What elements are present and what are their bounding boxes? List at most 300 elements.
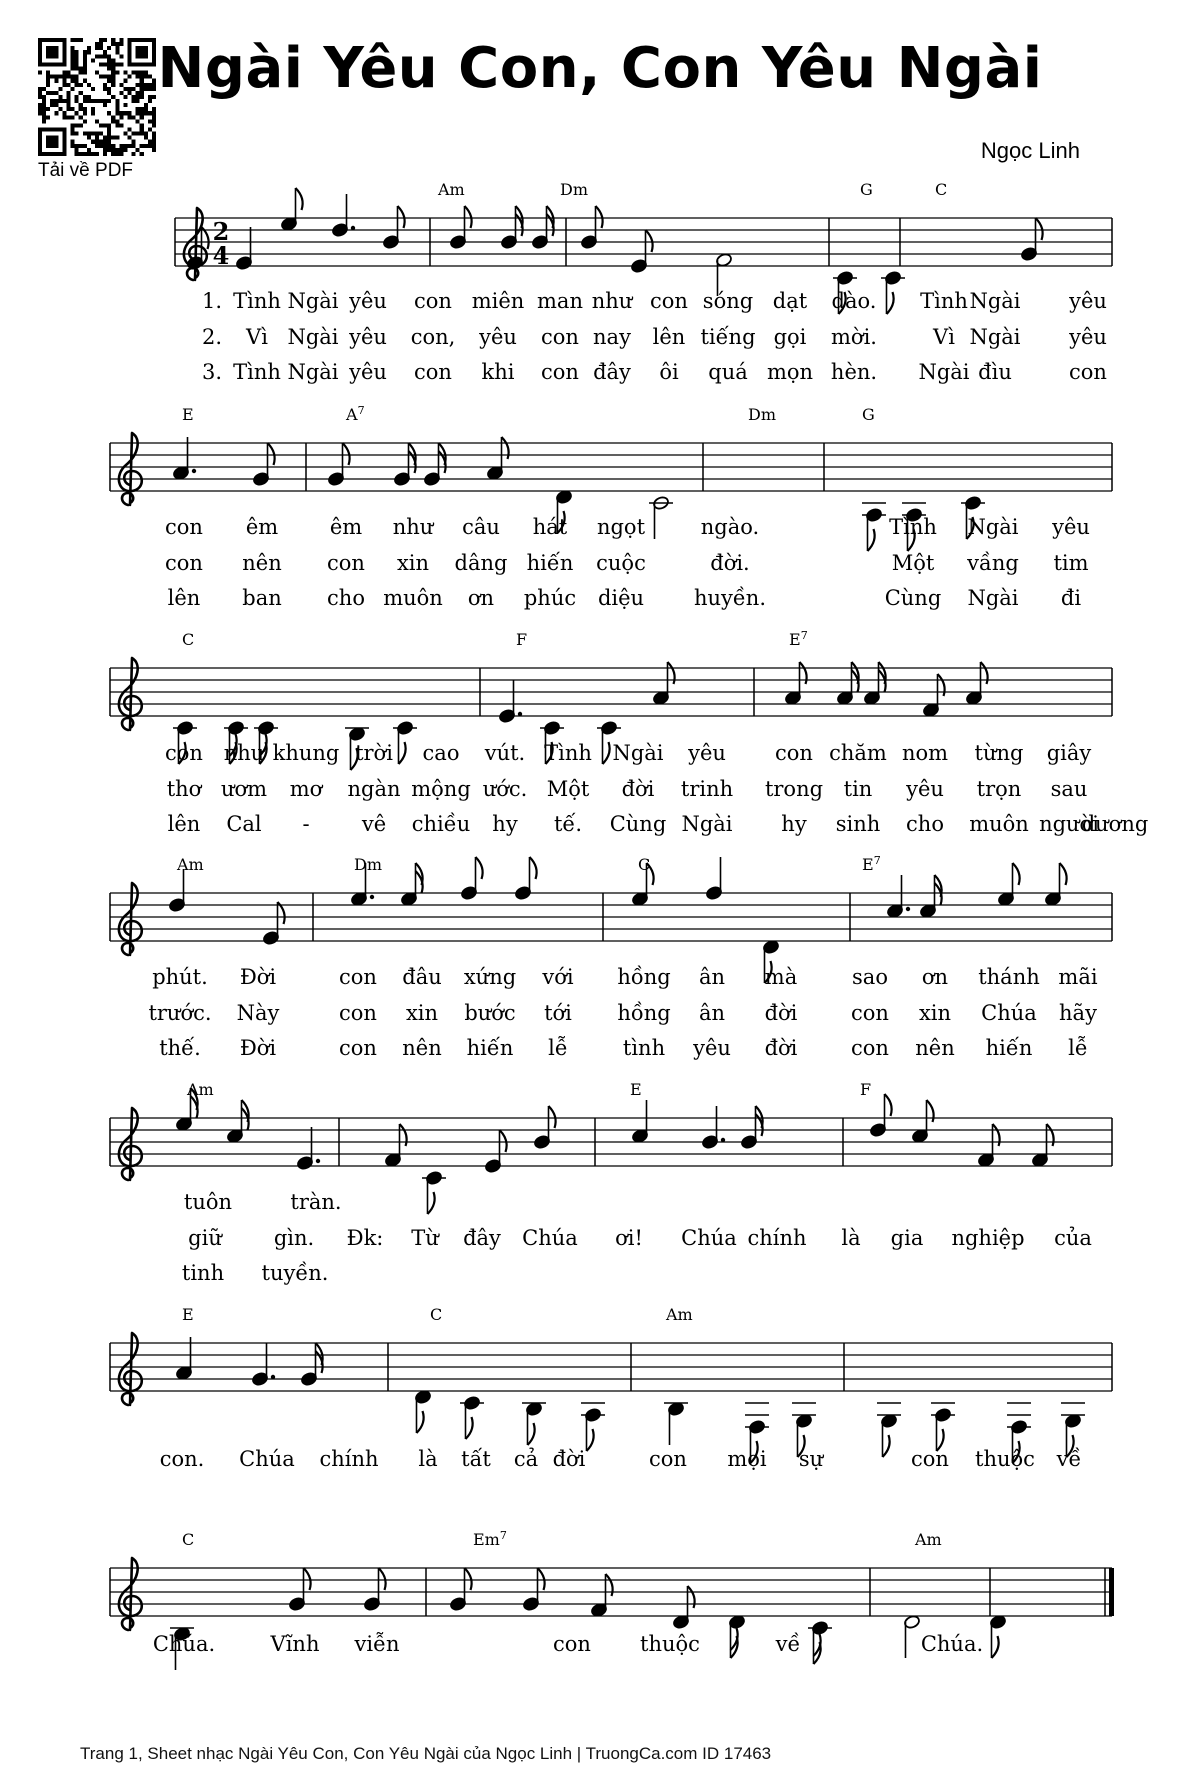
lyric-syllable: hãy [1059,1001,1097,1025]
lyric-syllable: Này [236,1001,280,1025]
lyric-syllable: ban [242,586,282,610]
final-barline-thick [1109,1568,1114,1616]
lyric-syllable: đâu [402,965,442,989]
lyric-syllable: lễ [1068,1036,1088,1060]
lyric-syllable: con [165,515,203,539]
note-flag [938,674,945,696]
note-dot [906,907,910,911]
note [522,1401,546,1445]
lyric-syllable: yêu [1069,289,1107,313]
lyric-syllable: với [542,965,574,989]
chord-symbol: G [860,180,873,199]
chord-symbol: E [182,1305,194,1324]
lyric-syllable: yêu [349,360,387,384]
lyric-syllable: - [302,812,310,836]
chord-symbol [345,404,365,424]
lyric-syllable: con. [159,1447,205,1471]
note [280,188,302,232]
note-flag [887,292,894,314]
note [533,1106,555,1150]
lyric-syllable: là [841,1226,861,1250]
note-dot [518,712,522,716]
lyric-syllable: từng [974,741,1024,765]
note [423,443,445,487]
download-pdf-link[interactable]: Tải về PDF [38,160,134,181]
lyric-syllable: hy [781,812,807,836]
lyric-syllable: xứng [463,965,517,989]
note [989,1614,1006,1658]
staff-system [110,1080,1112,1285]
lyric-syllable: chiều [411,812,471,836]
lyric-syllable: nên [242,551,282,575]
lyric-syllable: Cùng [609,812,667,836]
note [449,1568,471,1612]
lyric-syllable: thuộc [640,1632,700,1656]
lyric-syllable: ơn [467,586,495,610]
lyric-syllable: cao [422,741,460,765]
chord-symbol: G [862,405,875,424]
lyric-syllable: như [392,515,434,539]
lyric-syllable: mà [764,965,798,989]
staff-system [175,180,1112,384]
chord-symbol: Dm [560,180,588,199]
lyric-syllable: đời [552,1447,586,1471]
lyric-syllable: tràn. [290,1190,342,1214]
lyric-syllable: yêu [349,289,387,313]
lyric-syllable: nghiệp [951,1226,1025,1250]
lyric-syllable: Vì [933,325,955,349]
lyric-syllable: con [414,289,452,313]
lyric-syllable: mời. [831,325,877,349]
lyric-syllable: câu [462,515,500,539]
chord-symbol: C [182,1530,195,1549]
lyric-syllable: sóng [702,289,754,313]
lyric-syllable: con [1069,360,1107,384]
lyric-syllable: về [1056,1447,1082,1471]
lyric-syllable: khi [481,360,515,384]
lyric-syllable: đời. [710,551,750,575]
lyric-syllable: sao [852,965,888,989]
lyric-syllable: 2. [201,325,223,349]
lyric-syllable: con [339,1001,377,1025]
lyric-syllable: ngàn [347,777,401,801]
lyric-syllable: Tình [233,360,281,384]
chord-root: A [346,405,358,424]
lyric-syllable: yêu [479,325,517,349]
note-dot [370,895,374,899]
note-dot [271,1375,275,1379]
lyric-syllable: xin [918,1001,952,1025]
note-flag [868,529,875,551]
lyric-syllable: Tình [233,289,281,313]
lyric-syllable: con [339,965,377,989]
lyric-syllable: Một [546,777,590,801]
note [393,720,417,764]
note-flag [993,1124,1000,1146]
lyric-syllable: ngào. [700,515,760,539]
note-flag [1036,218,1043,240]
note-dot [316,1159,320,1163]
note-flag [398,206,405,228]
lyric-syllable: Vĩnh [270,1632,320,1656]
note [382,206,404,250]
lyric-syllable: con [553,1632,591,1656]
chord-root: Em [473,1530,500,1549]
note [580,206,602,250]
lyric-syllable: trời [355,741,393,765]
note [886,875,910,919]
note-flag [528,1423,535,1445]
lyric-syllable: trước. [148,1001,212,1025]
lyric-syllable: huyền. [693,586,767,610]
chord-extension: 7 [800,629,808,642]
lyric-syllable: cho [906,812,944,836]
lyric-syllable: thế. [159,1036,201,1060]
lyric-syllable: nên [402,1036,442,1060]
lyric-syllable: con [414,360,452,384]
lyric-syllable: là [418,1447,438,1471]
lyric-syllable: quá [708,360,748,384]
note-flag [1060,863,1067,885]
time-signature-bottom: 4 [212,241,230,270]
lyric-syllable: Ngài [681,812,733,836]
lyric-syllable: mọi [727,1447,767,1471]
lyric-syllable: thuộc [975,1447,1035,1471]
lyric-syllable: chính [319,1447,379,1471]
lyric-syllable: Ngài [967,586,1019,610]
lyric-syllable: ước. [482,777,528,801]
lyric-syllable: Cùng [884,586,942,610]
note [400,863,422,907]
lyric-syllable: đây [593,360,631,384]
lyric-syllable: con [165,551,203,575]
note [881,270,905,314]
lyric-syllable: mộng [411,777,471,801]
lyric-syllable: sự [798,1447,824,1471]
note [422,1170,446,1214]
composer-name: Ngọc Linh [980,138,1080,163]
lyric-syllable: về [775,1632,801,1656]
lyric-syllable: người [1039,812,1099,836]
lyric-syllable: Đời [239,1036,277,1060]
note-flag [417,1411,424,1433]
lyric-syllable: muôn [383,586,443,610]
lyric-syllable: mọn [766,360,814,384]
chord-symbol: F [860,1080,872,1099]
chord-symbol: Dm [354,855,382,874]
note [498,680,522,724]
chord-symbol [862,854,881,874]
note-flag [885,1094,892,1116]
chord-symbol [473,1529,507,1549]
note [808,1620,832,1664]
note-dot [351,226,355,230]
lyric-syllable: con [327,551,365,575]
lyric-syllable: Ngài [287,325,339,349]
chord-symbol: Am [666,1305,693,1324]
note [251,1343,275,1387]
note-flag [400,1124,407,1146]
lyric-syllable: yêu [906,777,944,801]
lyric-syllable: yêu [688,741,726,765]
note [460,857,482,901]
lyric-syllable: dào. [831,289,877,313]
chord-symbol: Am [915,1530,942,1549]
staff-system [110,1305,1112,1471]
treble-clef-icon [119,1108,142,1180]
note [262,902,284,946]
treble-clef-icon [119,433,142,505]
lyric-syllable: yêu [693,1036,731,1060]
lyric-syllable: đời [764,1036,798,1060]
chord-symbol: C [430,1305,443,1324]
note [500,206,522,250]
note-flag [465,1568,472,1590]
note [740,1106,762,1150]
lyric-syllable: khung [272,741,340,765]
note [581,1403,605,1451]
note-dot [721,1138,725,1142]
lyric-syllable: yêu [1069,325,1107,349]
lyric-syllable: con [165,741,203,765]
lyric-syllable: nay [593,325,631,349]
lyric-syllable: yêu [349,325,387,349]
lyric-syllable: hiến [985,1036,1033,1060]
note [728,1614,745,1658]
lyric-syllable: phút. [152,965,208,989]
lyric-syllable: con [911,1447,949,1471]
lyric-syllable: lên [652,325,686,349]
lyric-syllable: của [1054,1226,1092,1250]
lyric-syllable: Chúa [522,1226,578,1250]
staff-system [110,404,1112,610]
chord-symbol: C [182,630,195,649]
lyric-syllable: vút. [484,741,526,765]
note [393,443,415,487]
note [226,1100,248,1144]
note-flag [304,1568,311,1590]
treble-clef-icon [119,1333,142,1405]
lyric-syllable: vê [361,812,387,836]
note [877,1403,901,1457]
note [631,1100,648,1144]
chord-symbol: Am [438,180,465,199]
note [649,495,673,539]
lyric-syllable: đìu [978,360,1012,384]
lyric-syllable: diệu [597,586,645,610]
chord-root: E [789,630,801,649]
note [869,1094,891,1138]
note [484,1130,506,1174]
lyric-syllable: tuôn [183,1190,233,1214]
lyric-syllable: hát [532,515,568,539]
chord-symbol: Am [187,1080,214,1099]
lyric-syllable: trong [764,777,824,801]
lyric-syllable: ươm [220,777,268,801]
lyric-syllable: ân [698,1001,726,1025]
note-flag [603,742,610,764]
note-flag [587,1429,594,1451]
lyric-syllable: êm [329,515,363,539]
note [903,1614,920,1658]
note [630,230,652,274]
chord-symbol: Dm [748,405,776,424]
chord-root: E [862,855,874,874]
note-flag [268,443,275,465]
lyric-syllable: Một [891,551,935,575]
note-flag [379,1568,386,1590]
lyric-syllable: con [541,360,579,384]
lyric-syllable: con [541,325,579,349]
lyric-syllable: nên [915,1036,955,1060]
lyric-syllable: mãi [1058,965,1098,989]
note-dot [192,469,196,473]
lyric-syllable: Chúa. [920,1632,984,1656]
note-flag [399,742,406,764]
lyric-syllable: con [649,1447,687,1471]
lyric-syllable: Ngài [969,289,1021,313]
lyric-syllable: con, [410,325,456,349]
note-flag [646,230,653,252]
lyric-syllable: cả [513,1447,539,1471]
lyric-syllable: dạt [772,289,808,313]
lyric-syllable: gìn. [273,1226,315,1250]
lyric-syllable: tình [622,1036,666,1060]
time-signature-top: 2 [212,217,230,246]
lyric-syllable: như [223,741,265,765]
lyric-syllable: đi [1060,586,1082,610]
note-flag [883,1435,890,1457]
note-flag [800,662,807,684]
lyric-syllable: hèn. [830,360,878,384]
note [522,1568,544,1612]
lyric-syllable: Chúa. [152,1632,216,1656]
lyric-syllable: đây [463,1226,501,1250]
lyric-syllable: hiến [466,1036,514,1060]
note-flag [596,206,603,228]
lyric-syllable: thơ [166,777,202,801]
lyric-syllable: tinh [181,1261,225,1285]
lyric-syllable: dâng [454,551,508,575]
note [1020,218,1042,262]
lyric-syllable: yêu [1052,515,1090,539]
lyric-syllable: con [775,741,813,765]
lyric-syllable: vầng [967,551,1019,575]
lyric-syllable: viễn [354,1632,400,1656]
lyric-syllable: Ngài [969,325,1021,349]
treble-clef-icon [119,883,142,955]
note [911,1100,933,1144]
note [531,206,553,250]
note [363,1568,385,1612]
note-flag [296,188,303,210]
lyric-syllable: ân [698,965,726,989]
lyric-syllable: tất [461,1447,491,1471]
lyric-syllable: Đời [239,965,277,989]
lyric-syllable: chăm [829,741,887,765]
lyric-syllable: lễ [548,1036,568,1060]
lyric-syllable: Tình [544,741,592,765]
note-flag [500,1130,507,1152]
lyric-syllable: mơ [289,777,323,801]
lyric-syllable: gia [890,1226,924,1250]
note [288,1568,310,1612]
lyric-syllable: Ngài [612,741,664,765]
lyric-syllable: đời [621,777,655,801]
lyric-syllable: thánh [978,965,1040,989]
chord-symbol: Am [177,855,204,874]
lyric-syllable: Vì [246,325,268,349]
note [460,1395,484,1439]
lyric-syllable: bước [464,1001,516,1025]
lyric-syllable: tim [1053,551,1089,575]
lyric-syllable: Từ [411,1226,439,1250]
note-flag [466,1417,473,1439]
note [1044,863,1066,907]
treble-clef-icon [119,658,142,730]
staff-system [110,854,1112,1060]
note-flag [981,662,988,684]
lyric-syllable: ơn [921,965,949,989]
note-flag [1047,1124,1054,1146]
lyric-syllable: Chúa [239,1447,295,1471]
lyric-syllable: êm [245,515,279,539]
staff-system [110,629,1148,836]
lyric-syllable: hiến [526,551,574,575]
lyric-syllable: nom [901,741,949,765]
lyric-syllable: tuyền. [261,1261,329,1285]
lyric-syllable: Tình [920,289,968,313]
lyric-syllable: Ngài [287,360,339,384]
lyric-syllable: dương [1081,812,1149,836]
lyric-syllable: tiếng [700,325,756,349]
chord-symbol [789,629,808,649]
chord-symbol: E [182,405,194,424]
note-flag [992,1636,999,1658]
lyric-syllable: Đk: [346,1226,384,1250]
lyric-syllable: cho [327,586,365,610]
lyric-syllable: hồng [617,965,671,989]
lyric-syllable: phúc [523,586,577,610]
lyric-syllable: man [537,289,583,313]
note [705,857,722,901]
note-flag [927,1100,934,1122]
lyric-syllable: sinh [835,812,881,836]
staff-system [110,1529,1114,1670]
chord-symbol: F [516,630,528,649]
lyric-syllable: tin [843,777,873,801]
lyric-syllable: chính [747,1226,807,1250]
note [862,503,886,551]
lyric-syllable: Ngài [918,360,970,384]
note [449,206,471,250]
lyric-syllable: muôn [969,812,1029,836]
note-flag [428,1192,435,1214]
lyric-syllable: cuộc [596,551,646,575]
chord-symbol: C [935,180,948,199]
lyric-syllable: 1. [201,289,223,313]
note [701,1106,725,1150]
note-flag [668,662,675,684]
lyric-syllable: con [851,1036,889,1060]
lyric-syllable: ơi! [615,1226,643,1250]
note [919,875,941,919]
lyric-syllable: ôi [659,360,679,384]
lyric-syllable: tế. [553,812,583,836]
lyric-syllable: lên [167,812,201,836]
note-flag [549,1106,556,1128]
note-flag [465,206,472,228]
